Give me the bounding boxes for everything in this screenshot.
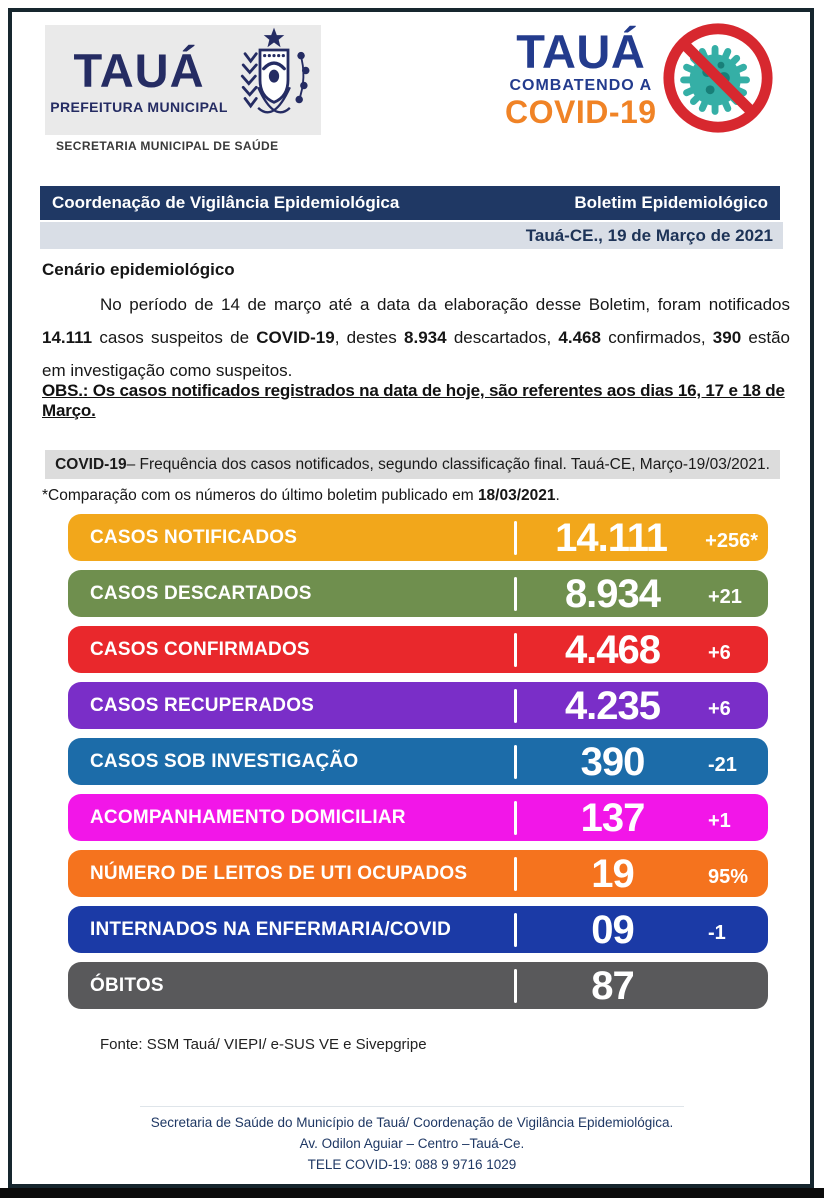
source-note: Fonte: SSM Tauá/ VIEPI/ e-SUS VE e Sivepgripe: [100, 1036, 427, 1053]
text-segment: – Frequência dos casos notificados, segundo classificação final. Tauá-CE, Março-19/03/2021.: [126, 455, 770, 473]
text-segment: No período de 14 de março até a data da elaboração desse Boletim, foram notificados: [100, 295, 790, 314]
stat-label: CASOS CONFIRMADOS: [90, 638, 310, 660]
scenario-paragraph: [42, 288, 790, 387]
stat-delta: +6: [708, 641, 731, 664]
comparison-note: [42, 487, 560, 505]
stat-value: 19: [591, 851, 634, 896]
text-segment: .: [555, 487, 560, 504]
text-segment: 14.111: [42, 328, 93, 348]
obs-note: OBS.: Os casos notificados registrados na data de hoje, são referentes aos dias 16, 17 e 18 de Março.: [42, 381, 785, 420]
stat-value: 14.111: [555, 515, 668, 560]
municipal-logo-text: [50, 43, 228, 115]
text-segment: 8.934: [404, 328, 447, 348]
campaign-logo: [505, 14, 800, 142]
campaign-logo-line2: COMBATENDO A: [509, 77, 653, 94]
text-segment: *Comparação com os números do último boletim publicado em: [42, 487, 478, 504]
text-segment: COVID-19: [55, 455, 127, 473]
stat-value-group: [517, 963, 758, 1008]
bulletin-title: Boletim Epidemiológico: [574, 193, 768, 212]
stat-value: 87: [591, 963, 634, 1008]
municipal-logo-subtitle: PREFEITURA MUNICIPAL: [50, 98, 228, 115]
coat-of-arms-icon: [232, 24, 316, 137]
stat-delta: +1: [708, 809, 731, 832]
stat-value-group: [517, 851, 758, 896]
stat-value: 8.934: [564, 571, 661, 616]
stat-delta: -21: [708, 753, 737, 776]
page-bottom-edge: [0, 1188, 824, 1198]
stat-bar: [68, 570, 768, 617]
no-virus-icon: [659, 19, 777, 137]
stat-value: 4.235: [564, 683, 661, 728]
stat-value-group: [517, 795, 758, 840]
stat-bar: [68, 794, 768, 841]
text-segment: confirmados,: [600, 328, 713, 348]
stat-value-group: [517, 907, 758, 952]
stat-delta: +256*: [705, 529, 758, 552]
text-segment: , destes: [334, 328, 405, 348]
stat-bar: [68, 962, 768, 1009]
campaign-logo-title: TAUÁ: [516, 25, 646, 78]
footer-divider: [140, 1106, 684, 1107]
text-segment: 390: [712, 328, 742, 348]
stats-panel: [68, 514, 768, 1009]
footer: [0, 1106, 824, 1176]
municipal-logo-title: TAUÁ: [73, 43, 205, 97]
stat-value: 4.468: [564, 627, 661, 672]
stat-delta: -1: [708, 921, 726, 944]
stat-label: CASOS SOB INVESTIGAÇÃO: [90, 750, 359, 772]
stat-bar: [68, 906, 768, 953]
stat-bar: [68, 626, 768, 673]
text-segment: estão em investigação como suspeitos.: [42, 328, 791, 381]
stat-label: ÓBITOS: [90, 974, 164, 996]
text-segment: 4.468: [558, 328, 601, 348]
stat-bar: [68, 738, 768, 785]
footer-line2: Av. Odilon Aguiar – Centro –Tauá-Ce.: [299, 1135, 525, 1151]
stat-value-group: [517, 739, 758, 784]
text-segment: casos suspeitos de: [92, 328, 257, 348]
text-segment: 18/03/2021: [477, 487, 556, 504]
date-bar: [40, 222, 783, 249]
stat-delta: +21: [708, 585, 742, 608]
stat-bar: [68, 514, 768, 561]
scenario-section-title: Cenário epidemiológico: [42, 260, 235, 279]
stat-value: 09: [591, 907, 634, 952]
stat-delta: 95%: [708, 865, 749, 888]
stat-label: CASOS NOTIFICADOS: [90, 526, 298, 548]
stat-value-group: [517, 627, 758, 672]
text-segment: COVID-19: [256, 328, 335, 348]
text-segment: descartados,: [446, 328, 559, 348]
stat-label: CASOS DESCARTADOS: [90, 582, 312, 604]
campaign-logo-line3: COVID-19: [505, 94, 657, 130]
stat-delta: [708, 1001, 758, 1006]
stat-label: ACOMPANHAMENTO DOMICILIAR: [90, 806, 406, 828]
stat-label: CASOS RECUPERADOS: [90, 694, 315, 716]
table-caption: [45, 450, 780, 479]
coordination-title: Coordenação de Vigilância Epidemiológica: [52, 193, 400, 212]
health-secretariat-label: SECRETARIA MUNICIPAL DE SAÚDE: [56, 139, 279, 153]
title-bar: [40, 186, 780, 220]
stat-value-group: [517, 571, 758, 616]
stat-value: 137: [580, 795, 645, 840]
municipal-logo: [45, 25, 321, 135]
stat-delta: +6: [708, 697, 731, 720]
stat-bar: [68, 682, 768, 729]
stat-value: 390: [580, 739, 645, 784]
stat-label: INTERNADOS NA ENFERMARIA/COVID: [90, 918, 452, 940]
stat-value-group: [517, 683, 758, 728]
stat-label: NÚMERO DE LEITOS DE UTI OCUPADOS: [90, 862, 468, 884]
campaign-logo-text: [505, 25, 657, 130]
bulletin-date: Tauá-CE., 19 de Março de 2021: [525, 225, 773, 245]
stat-value-group: [517, 515, 758, 560]
footer-line1: Secretaria de Saúde do Município de Tauá/ Coordenação de Vigilância Epidemiológica.: [150, 1115, 674, 1130]
stat-bar: [68, 850, 768, 897]
footer-line3: TELE COVID-19: 088 9 9716 1029: [307, 1156, 517, 1172]
